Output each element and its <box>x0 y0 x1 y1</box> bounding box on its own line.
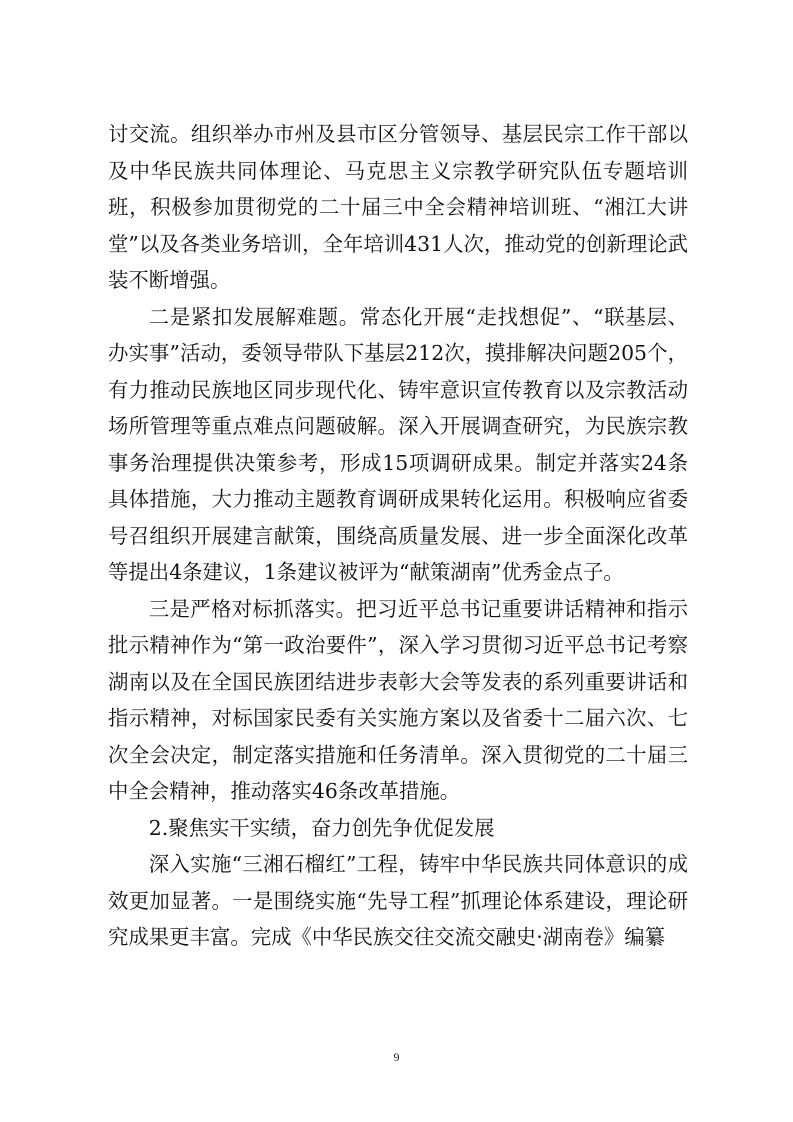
page-number: 9 <box>393 1050 400 1064</box>
document-body <box>108 116 688 956</box>
section-heading: 2.聚焦实干实绩，奋力创先争优促发展 <box>148 815 495 840</box>
paragraph-point-two: 二是紧扣发展解难题。常态化开展“走找想促”、“联基层、办实事”活动，委领导带队下基层212次，摸排解决问题205个，有力推动民族地区同步现代化、铸牢意识宣传教育以及宗教活动场所管理等重点难点问题破解。深入开展调查研究，为民族宗教事务治理提供决策参考，形成15项调研成果。制定并落实24条具体措施，大力推动主题教育调研成果转化运用。积极响应省委号召组织开展建言献策，围绕高质量发展、进一步全面深化改革等提出4条建议，1条建议被评为“献策湖南”优秀金点子。 <box>108 304 688 584</box>
paragraph-continuation: 讨交流。组织举办市州及县市区分管领导、基层民宗工作干部以及中华民族共同体理论、马克思主义宗教学研究队伍专题培训班，积极参加贯彻党的二十届三中全会精神培训班、“湘江大讲堂”以及各类业务培训，全年培训431人次，推动党的创新理论武装不断增强。 <box>108 122 688 292</box>
paragraph-point-three: 三是严格对标抓落实。把习近平总书记重要讲话精神和指示批示精神作为“第一政治要件”，深入学习贯彻习近平总书记考察湖南以及在全国民族团结进步表彰大会等发表的系列重要讲话和指示精神，对标国家民委有关实施方案以及省委十二届六次、七次全会决定，制定落实措施和任务清单。深入贯彻党的二十届三中全会精神，推动落实46条改革措施。 <box>108 596 688 803</box>
paragraph-section-intro: 深入实施“三湘石榴红”工程，铸牢中华民族共同体意识的成效更加显著。一是围绕实施“先导工程”抓理论体系建设，理论研究成果更丰富。完成《中华民族交往交流交融史·湖南卷》编纂 <box>108 852 688 949</box>
